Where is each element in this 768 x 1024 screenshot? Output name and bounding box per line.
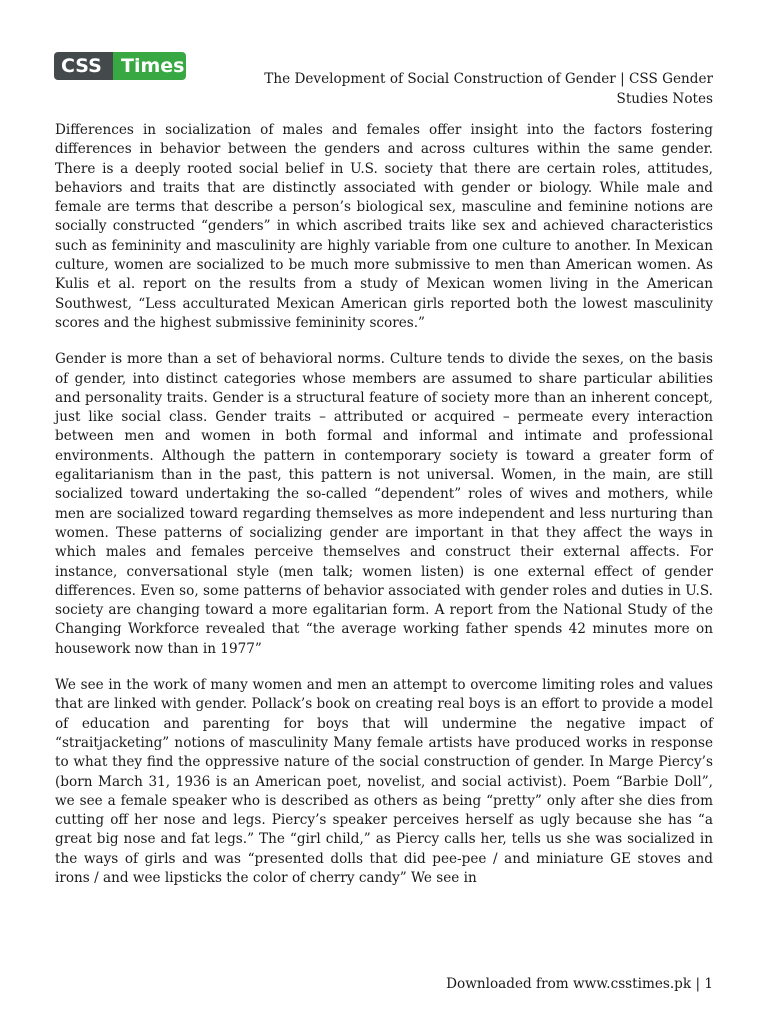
logo-times-text: Times <box>113 52 186 80</box>
paragraph-1: Differences in socialization of males and females offer insight into the factors fostering differences in behavior between the genders and across cultures within the same gender. There is a deeply rooted social belief in U.S. society that there are certain roles, attitudes, behaviors and traits that are distinctly associated with gender or biology. While male and female are terms that describe a person’s biological sex, masculine and feminine notions are socially constructed “genders” in which ascribed traits like sex and achieved characteristics such as femininity and masculinity are highly variable from one culture to another. In Mexican culture, women are socialized to be much more submissive to men than American women. As Kulis et al. report on the results from a study of Mexican women living in the American Southwest, “Less acculturated Mexican American girls reported both the lowest masculinity scores and the highest submissive femininity scores.” <box>55 122 713 331</box>
paragraph-3: We see in the work of many women and men an attempt to overcome limiting roles and values that are linked with gender. Pollack’s book on creating real boys is an effort to provide a model of education and parenting for boys that will undermine the negative impact of “straitjacketing” notions of masculinity Many female artists have produced works in response to what they find the oppressive nature of the social construction of gender. In Marge Piercy’s (born March 31, 1936 is an American poet, novelist, and social activist). Poem “Barbie Doll”, we see a female speaker who is described as others as being “pretty” only after she dies from cutting off her nose and legs. Piercy’s speaker perceives herself as ugly because she has “a great big nose and fat legs.” The “girl child,” as Piercy calls her, tells us she was socialized in the ways of girls and was “presented dolls that did pee-pee / and miniature GE stoves and irons / and wee lipsticks the color of cherry candy” We see in <box>55 677 713 886</box>
document-body <box>55 121 713 905</box>
paragraph-2: Gender is more than a set of behavioral norms. Culture tends to divide the sexes, on the basis of gender, into distinct categories whose members are assumed to share particular abilities and personality traits. Gender is a structural feature of society more than an inherent concept, just like social class. Gender traits – attributed or acquired – permeate every interaction between men and women in both formal and informal and intimate and professional environments. Although the pattern in contemporary society is toward a greater form of egalitarianism than in the past, this pattern is not universal. Women, in the main, are still socialized toward undertaking the so-called “dependent” roles of wives and mothers, while men are socialized toward regarding themselves as more independent and less nurturing than women. These patterns of socializing gender are important in that they affect the ways in which males and females perceive themselves and construct their external affects. For instance, conversational style (men talk; women listen) is one external effect of gender differences. Even so, some patterns of behavior associated with gender roles and duties in U.S. society are changing toward a more egalitarian form. A report from the National Study of the Changing Workforce revealed that “the average working father spends 42 minutes more on housework now than in 1977” <box>55 351 713 657</box>
logo-css-text: CSS <box>54 52 113 80</box>
csstimes-logo <box>54 52 186 80</box>
document-title: The Development of Social Construction of Gender | CSS Gender Studies Notes <box>264 71 713 107</box>
page-footer: Downloaded from www.csstimes.pk | 1 <box>446 976 713 992</box>
